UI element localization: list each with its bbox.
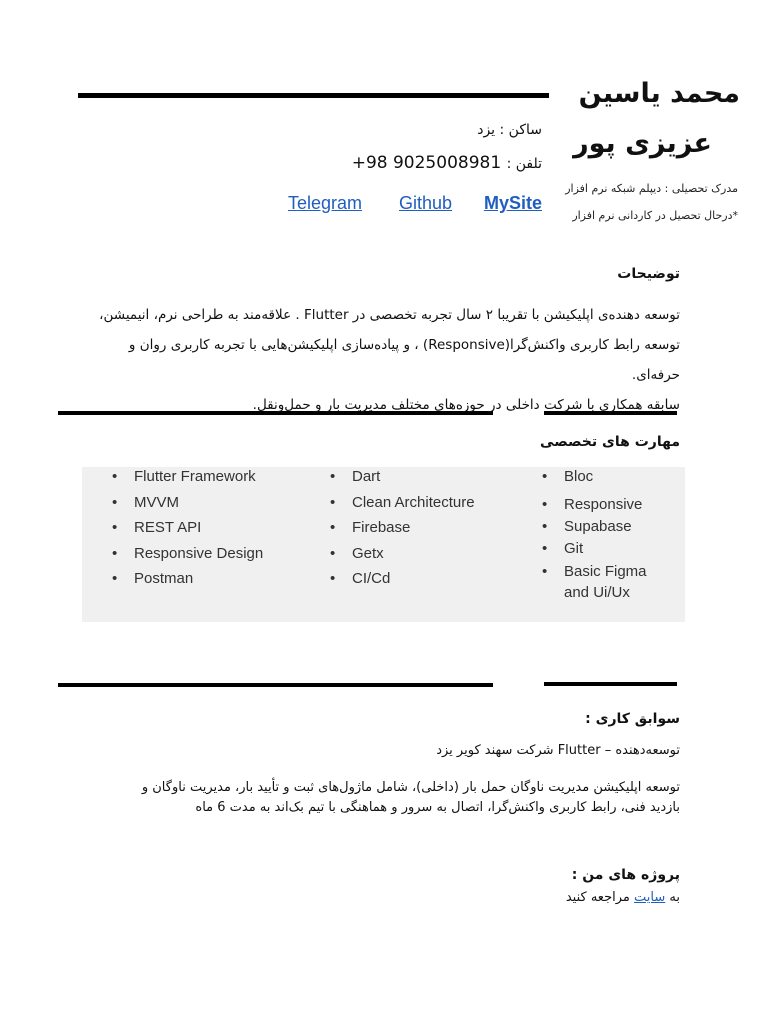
projects-text [566,890,680,905]
name-last: عزیزی پور [573,128,712,159]
work-divider-right [544,682,677,686]
skill-item: • Responsive [542,495,672,517]
skill-item: • Postman [112,569,263,595]
skills-column-2 [330,467,475,595]
projects-text-before: به [669,890,680,905]
skill-item: • Clean Architecture [330,493,475,519]
education-degree: مدرک تحصیلی : دیپلم شبکه نرم افزار [565,182,738,195]
skills-column-3 [542,467,672,603]
skill-item: • CI/Cd [330,569,475,595]
job-description-line: توسعه اپلیکیشن مدیریت ناوگان حمل بار (داخلی)، شامل ماژول‌های ثبت و تأیید بار، مدیریت ناوگان و [141,780,680,795]
mysite-link[interactable]: MySite [483,193,542,213]
skill-item: • REST API [112,518,263,544]
skill-item: • Bloc [542,467,672,495]
github-link[interactable]: Github [398,193,452,213]
about-heading: توضیحات [617,266,680,282]
work-divider-left [58,683,493,687]
projects-site-link[interactable]: سایت [634,890,666,905]
city-label: ساکن : یزد [477,122,542,138]
skill-item: • Git [542,539,672,561]
skills-panel [82,467,685,622]
skill-item: • Responsive Design [112,544,263,570]
projects-heading: پروژه های من : [571,867,680,883]
about-line: سابقه همکاری با شرکت داخلی در حوزه‌های مختلف مدیریت بار و حمل‌ونقل. [252,397,680,413]
skills-heading: مهارت های تخصصی [540,434,680,450]
skill-item: • Dart [330,467,475,493]
name-first: محمد یاسین [578,78,740,109]
skills-column-1 [112,467,263,595]
skill-item: • Firebase [330,518,475,544]
work-heading: سوابق کاری : [585,711,680,727]
education-status: *درحال تحصیل در کاردانی نرم افزار [572,209,738,222]
telegram-link[interactable]: Telegram [287,193,362,213]
skill-item: • Flutter Framework [112,467,263,493]
about-line: توسعه رابط کاربری واکنش‌گرا(Responsive) ، و پیاده‌سازی اپلیکیشن‌هایی با تجربه کاربری روان و حرفه‌ای. [128,337,680,383]
phone-number: +98 9025008981 [351,153,502,173]
job-title: توسعه‌دهنده – Flutter شرکت سهند کویر یزد [436,743,680,758]
skill-item: • MVVM [112,493,263,519]
phone-label: تلفن : [506,156,542,172]
about-line: توسعه دهنده‌ی اپلیکیشن با تقریبا ۲ سال تجربه تخصصی در Flutter . علاقه‌مند به طراحی نرم، انیمیشن، [99,307,680,323]
header-divider [78,93,549,98]
job-description-line: بازدید فنی، رابط کاربری واکنش‌گرا، اتصال به سرور و هماهنگی با تیم بک‌اند به مدت 6 ماه [195,800,680,815]
skill-item: • Getx [330,544,475,570]
about-text [80,300,680,420]
job-description [100,778,680,818]
skill-item: • Basic Figma and Ui/Ux [542,561,672,603]
skill-item: • Supabase [542,517,672,539]
projects-text-after: مراجعه کنید [565,890,630,905]
phone [352,153,542,173]
